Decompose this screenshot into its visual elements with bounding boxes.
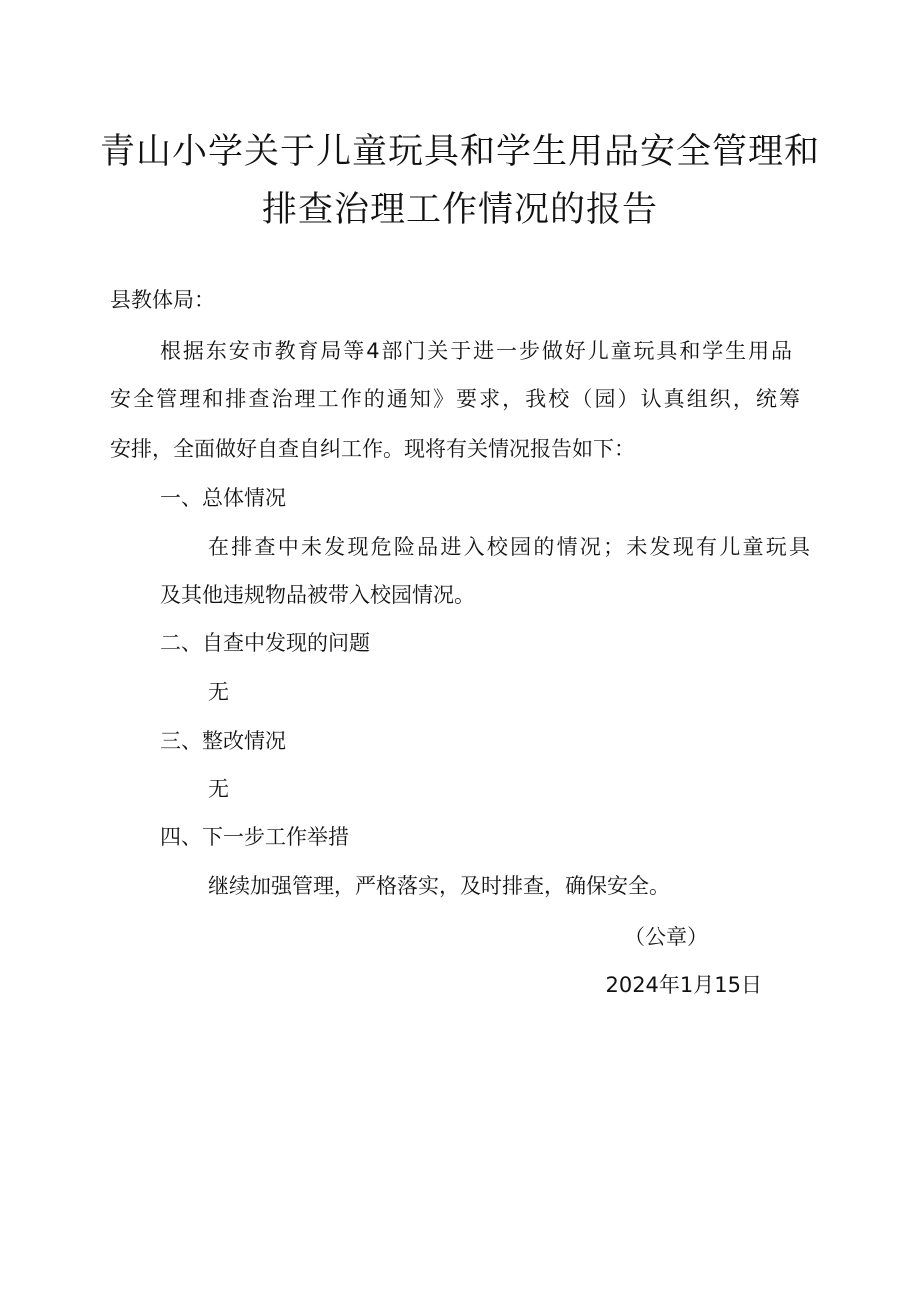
section-heading-rectification: 三、整改情况 bbox=[160, 729, 286, 753]
section-body-next-steps: 继续加强管理，严格落实，及时排查，确保安全。 bbox=[208, 874, 670, 898]
intro-paragraph-line-2: 安全管理和排查治理工作的通知》要求，我校（园）认真组织，统筹 bbox=[110, 387, 800, 411]
document-title-line-2: 排查治理工作情况的报告 bbox=[261, 190, 658, 230]
intro-paragraph-line-3: 安排，全面做好自查自纠工作。现将有关情况报告如下： bbox=[110, 437, 635, 461]
section-body-overall-line-2: 及其他违规物品被带入校园情况。 bbox=[160, 583, 475, 607]
section-body-rectification: 无 bbox=[208, 777, 229, 801]
section-heading-overall: 一、总体情况 bbox=[160, 486, 286, 510]
salutation: 县教体局： bbox=[110, 288, 215, 312]
section-heading-next-steps: 四、下一步工作举措 bbox=[160, 825, 349, 849]
section-body-issues: 无 bbox=[208, 680, 229, 704]
document-title-line-1: 青山小学关于儿童玩具和学生用品安全管理和 bbox=[99, 132, 820, 172]
section-body-overall-line-1: 在排查中未发现危险品进入校园的情况；未发现有儿童玩具 bbox=[208, 535, 810, 559]
report-date: 2024年1月15日 bbox=[605, 973, 762, 997]
section-heading-issues: 二、自查中发现的问题 bbox=[160, 631, 370, 655]
seal-note: （公章） bbox=[624, 925, 708, 949]
intro-paragraph-line-1: 根据东安市教育局等4部门关于进一步做好儿童玩具和学生用品 bbox=[160, 339, 792, 363]
